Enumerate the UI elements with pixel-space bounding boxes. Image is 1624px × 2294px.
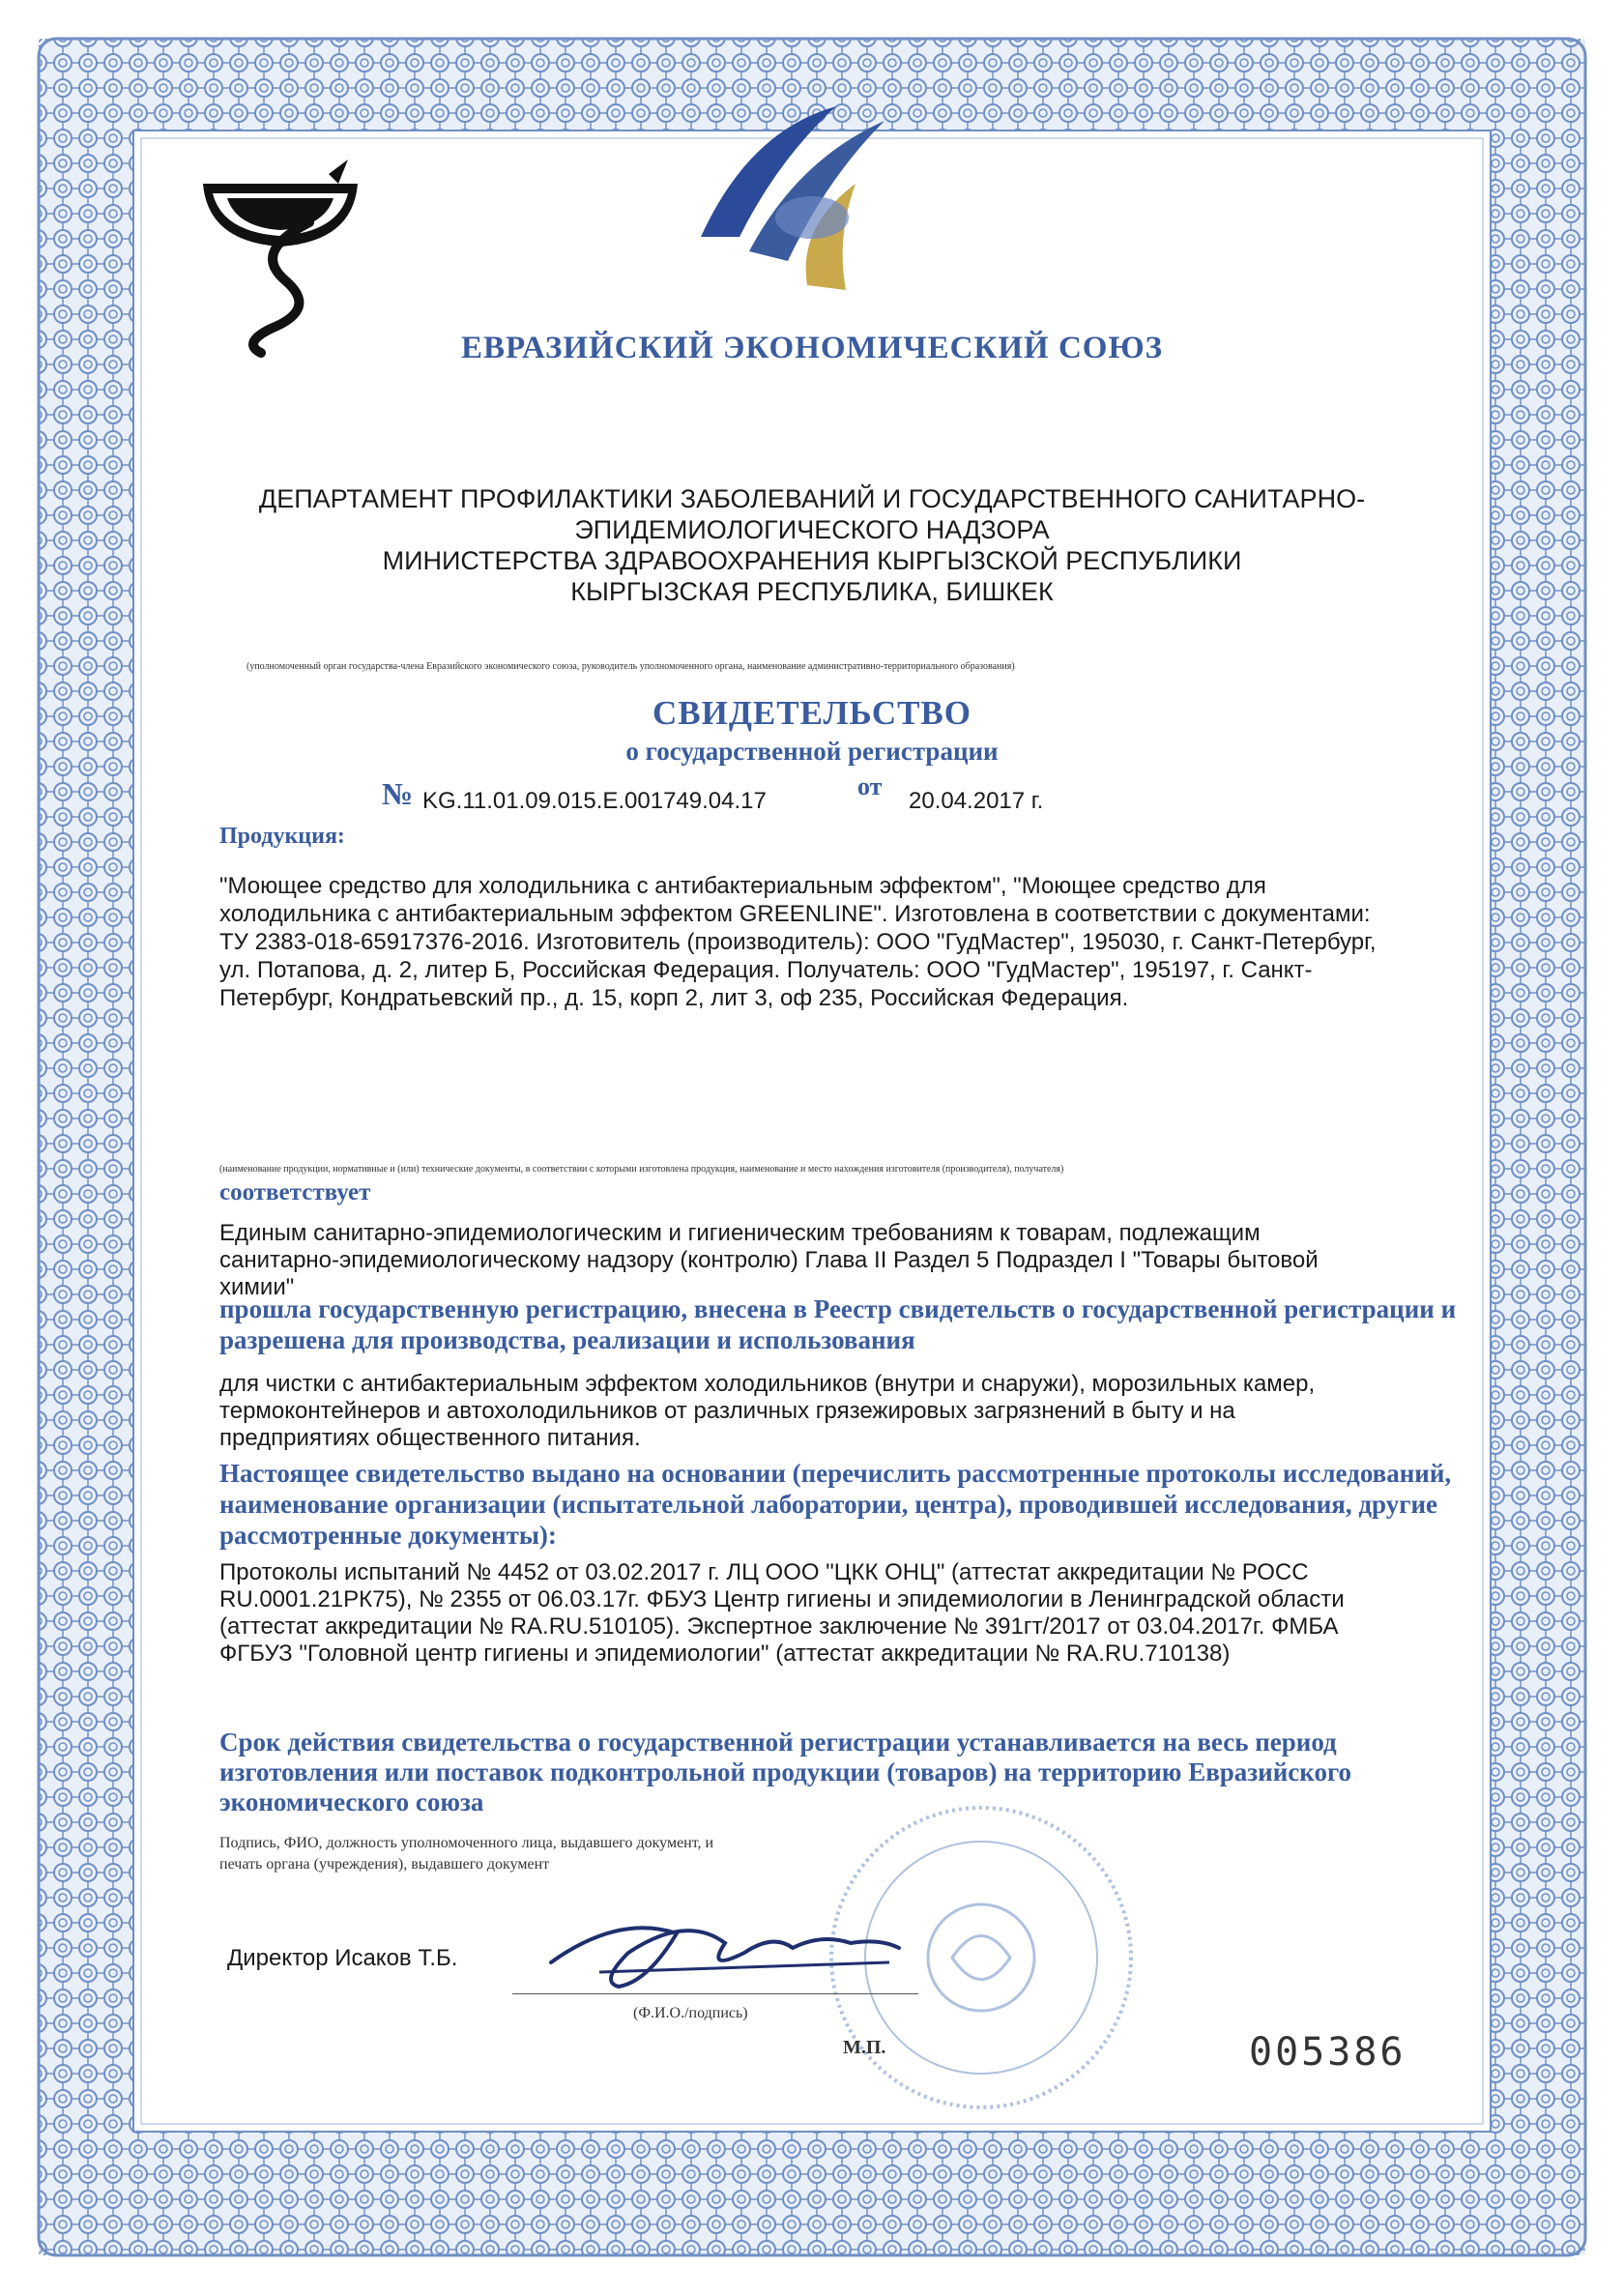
number-label: № [382,776,414,811]
department-line: МИНИСТЕРСТВА ЗДРАВООХРАНЕНИЯ КЫРГЫЗСКОЙ РЕСПУБЛИКИ [382,546,1242,575]
product-label: Продукция: [219,824,345,849]
validity-statement: Срок действия свидетельства о государственной регистрации устанавливается на весь период изготовления или поставок подконтрольной продукции (товаров) на территорию Евразийского экономического союза [219,1728,1352,1816]
certificate-date: 20.04.2017 г. [909,788,1044,814]
hygieia-bowl-logo [193,155,367,358]
test-protocols: Протоколы испытаний № 4452 от 03.02.2017 г. ЛЦ ООО "ЦКК ОНЦ" (аттестат аккредитации № РОСС RU.0001.21РК75), № 2355 от 06.03.17г. ФБУЗ Центр гигиены и эпидемиологии в Ленинградской области (аттестат аккредитации № RA.RU.510105). Экспертное заключение № 391гт/2017 от 03.04.2017г. ФМБА ФГБУЗ "Головной центр гигиены и эпидемиологии" (аттестат аккредитации № RA.RU.710138) [219,1559,1345,1667]
department-line: ДЕПАРТАМЕНТ ПРОФИЛАКТИКИ ЗАБОЛЕВАНИЙ И ГОСУДАРСТВЕННОГО САНИТАРНО- [258,484,1366,513]
registration-statement: прошла государственную регистрацию, внесена в Реестр свидетельств о государственной регистрации и разрешена для производства, реализации и использования [219,1294,1457,1354]
conformity-requirements: Единым санитарно-эпидемиологическим и гигиеническим требованиям к товарам, подлежащим санитарно-эпидемиологическому надзору (контролю) Глава II Раздел 5 Подраздел I "Товары бытовой химии" [219,1220,1319,1300]
product-note: (наименование продукции, нормативные и (или) технические документы, в соответствии с которыми изготовлена продукция, наименование и место нахождения изготовителя (производителя), получателя) [219,1164,1064,1175]
certificate-subtitle: о государственной регистрации [625,737,999,766]
authority-note: (уполномоченный орган государства-члена Евразийского экономического союза, руководитель уполномоченного органа, наименование административно-территориального образования) [246,661,1015,672]
union-title: ЕВРАЗИЙСКИЙ ЭКОНОМИЧЕСКИЙ СОЮЗ [460,331,1164,365]
department-line: ЭПИДЕМИОЛОГИЧЕСКОГО НАДЗОРА [574,515,1050,544]
signature-caption: (Ф.И.О./подпись) [633,2005,748,2021]
conformity-label: соответствует [219,1179,371,1205]
date-label: от [857,772,883,800]
signature-note: Подпись, ФИО, должность уполномоченного лица, выдавшего документ, и печать органа (учреждения), выдавшего документ [219,1835,714,1873]
usage-scope: для чистки с антибактериальным эффектом холодильников (внутри и снаружи), морозильных камер, термоконтейнеров и автохолодильников от различных грязежировых загрязнений в быту и на предприятиях общественного питания. [219,1371,1316,1451]
director-name: Директор Исаков Т.Б. [227,1945,458,1971]
signature-line [512,1993,918,1994]
certificate-number: KG.11.01.09.015.E.001749.04.17 [422,788,767,814]
certificate-title: СВИДЕТЕЛЬСТВО [652,694,972,732]
basis-statement: Настоящее свидетельство выдано на основании (перечислить рассмотренные протоколы исследований, наименование организации (испытательной лаборатории, центра), проводившей исследования, другие рассмотренные документы): [219,1459,1452,1550]
product-description: "Моющее средство для холодильника с антибактериальным эффектом", "Моющее средство для холодильника с антибактериальным эффектом GREENLINE". Изготовлена в соответствии с документами: ТУ 2383-018-65917376-2016. Изготовитель (производитель): ООО "ГудМастер", 195030, г. Санкт-Петербург, ул. Потапова, д. 2, литер Б, Российская Федерация. Получатель: ООО "ГудМастер", 195197, г. Санкт-Петербург, Кондратьевский пр., д. 15, корп 2, лит 3, оф 235, Российская Федерация. [219,873,1377,1011]
department-block [193,483,1431,607]
seal-place-label: М.П. [843,2037,886,2058]
department-line: КЫРГЫЗСКАЯ РЕСПУБЛИКА, БИШКЕК [570,577,1054,606]
serial-number: 005386 [1249,2030,1406,2075]
eaeu-logo [691,92,904,300]
